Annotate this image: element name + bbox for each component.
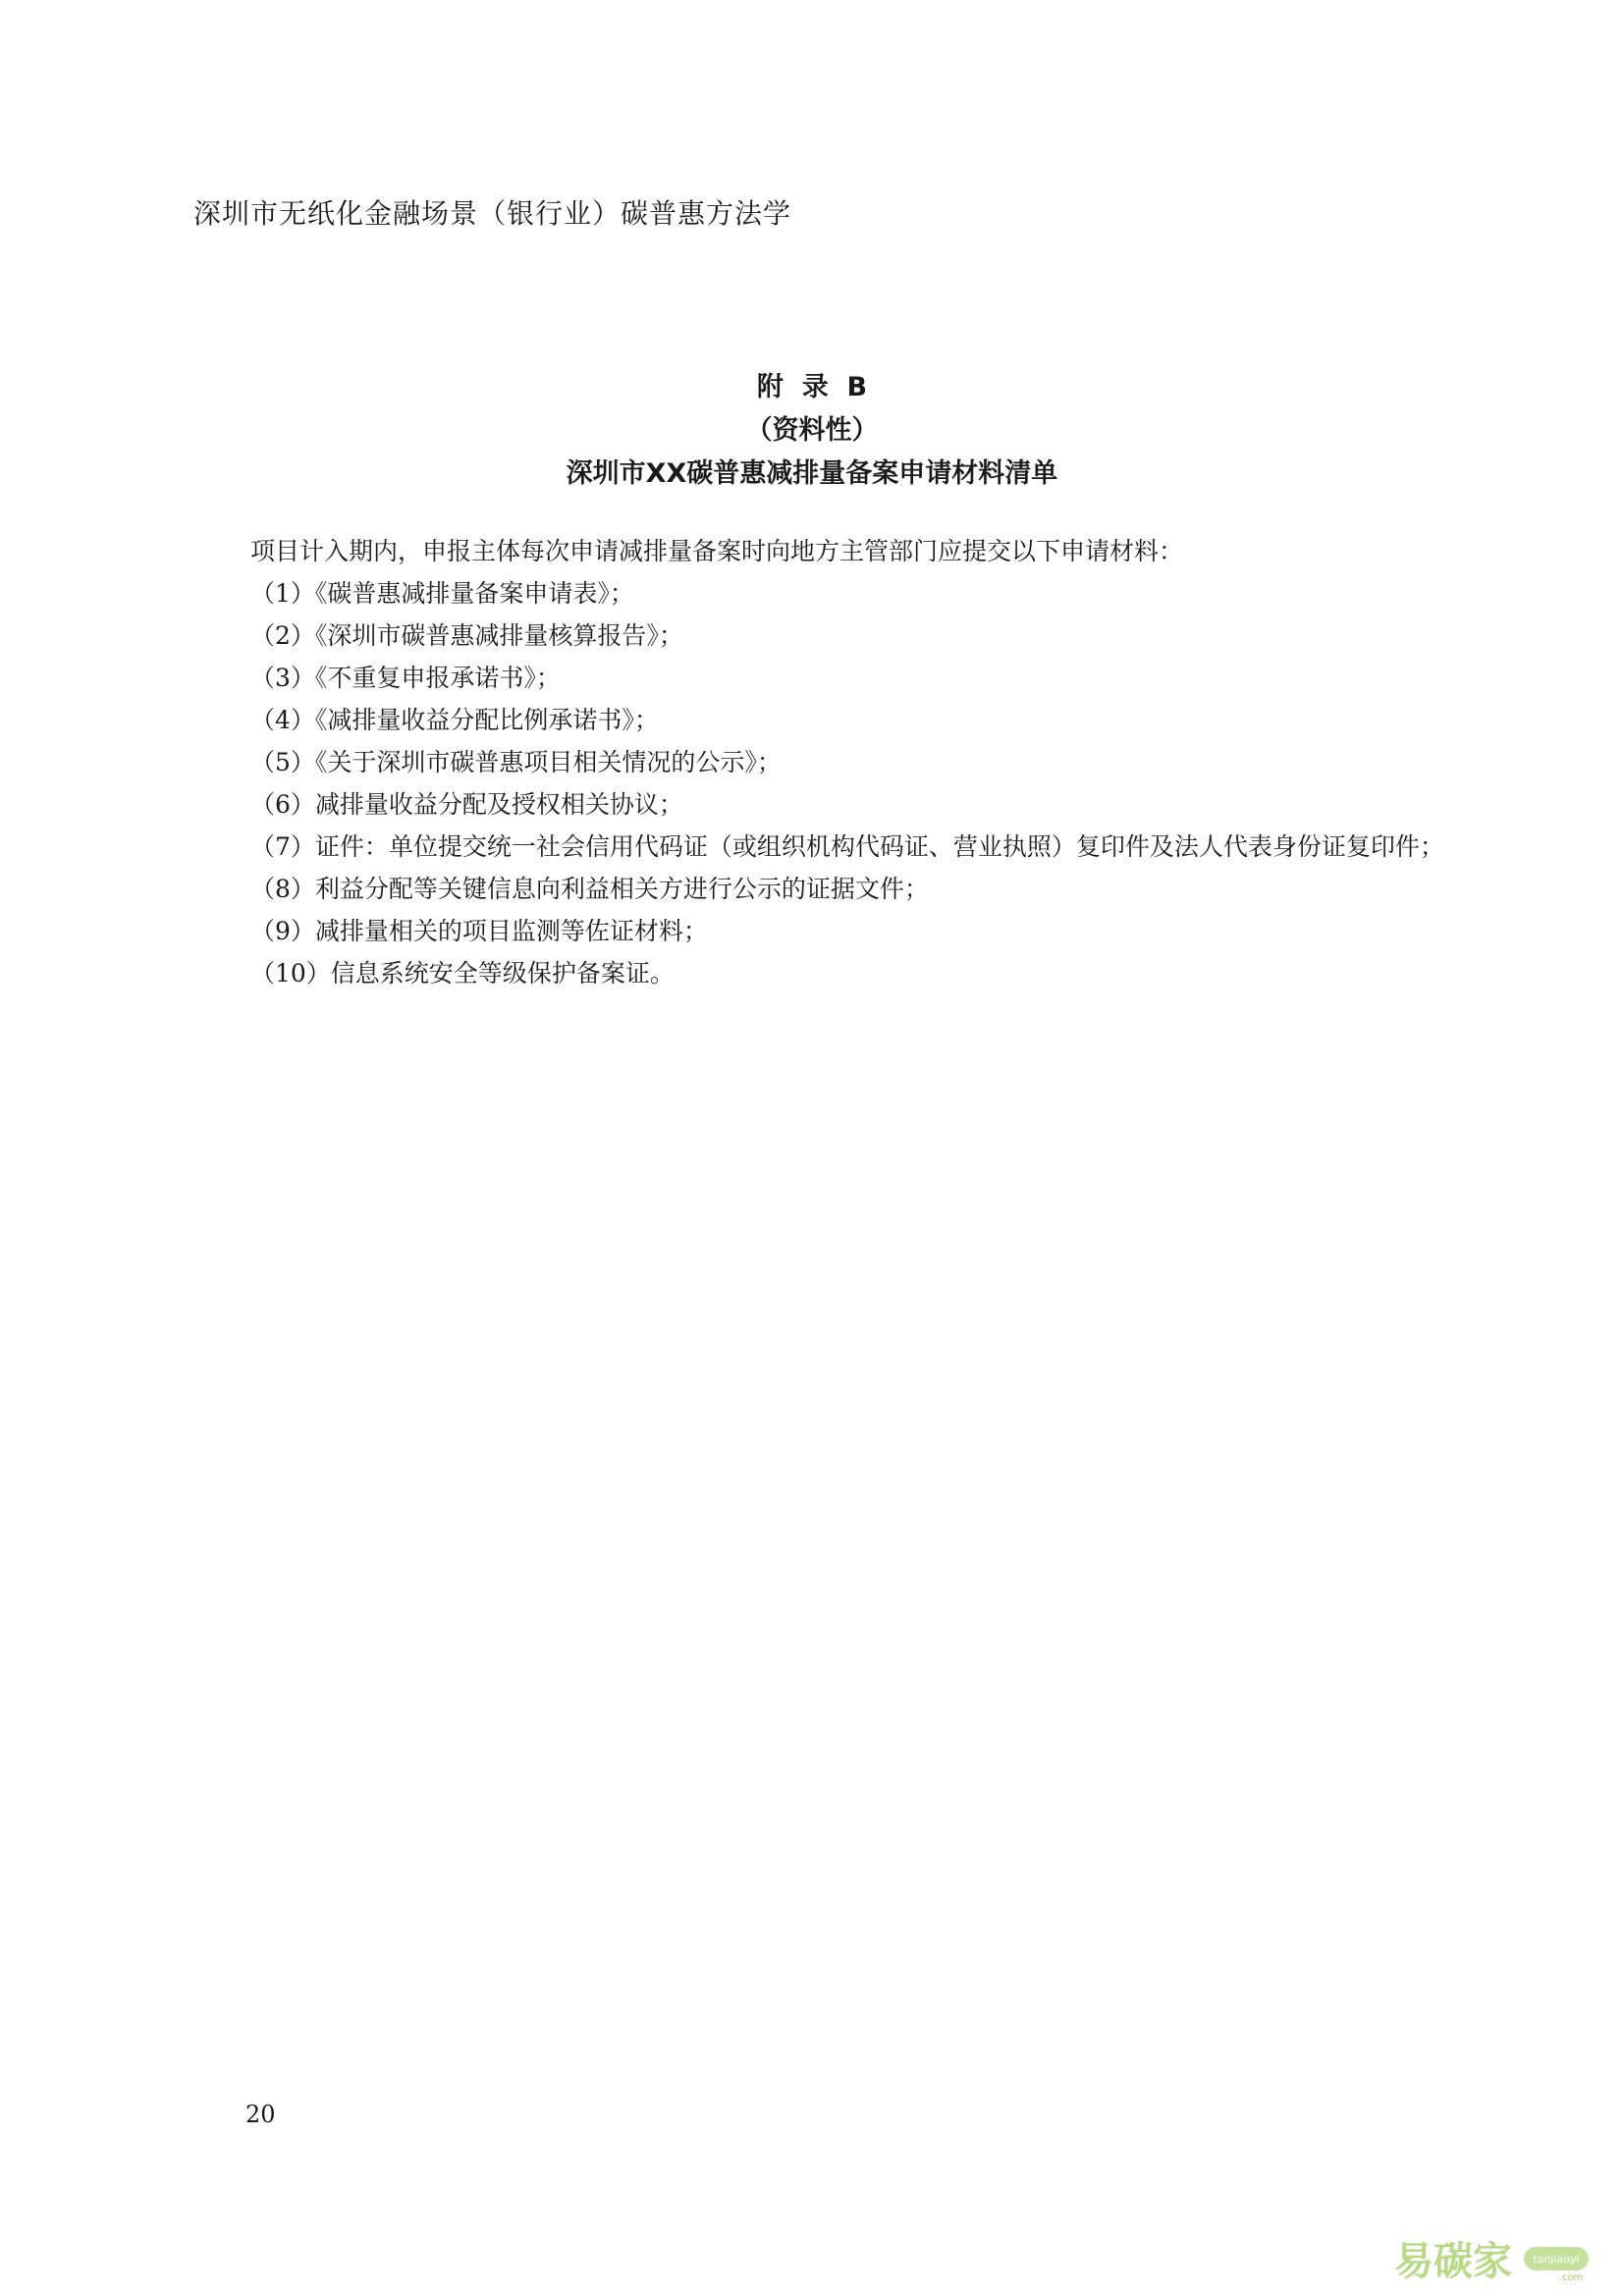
- list-item: （2）《深圳市碳普惠减排量核算报告》；: [250, 621, 683, 650]
- watermark-text: 易碳家: [1394, 2239, 1512, 2284]
- document-body: [193, 530, 1470, 994]
- watermark-svg: [1394, 2233, 1600, 2284]
- appendix-label: 附 录 B: [756, 372, 868, 402]
- list-item: （4）《减排量收益分配比例承诺书》；: [250, 706, 659, 734]
- list-item: （9）减排量相关的项目监测等佐证材料；: [250, 917, 708, 945]
- list-item: （8）利益分配等关键信息向利益相关方进行公示的证据文件；: [250, 875, 929, 903]
- list-item: （7）证件：单位提交统一社会信用代码证（或组织机构代码证、营业执照）复印件及法人代表身份证复印件；: [250, 832, 1444, 861]
- list-item: （10）信息系统安全等级保护备案证。: [250, 959, 675, 988]
- list-item: （1）《碳普惠减排量备案申请表》；: [250, 579, 634, 608]
- list-item: （6）减排量收益分配及授权相关协议；: [250, 790, 683, 819]
- watermark-logo: [1394, 2233, 1600, 2284]
- appendix-nature: （资料性）: [745, 415, 879, 446]
- watermark-tld: .com: [1558, 2272, 1584, 2283]
- appendix-title: 深圳市XX碳普惠减排量备案申请材料清单: [566, 458, 1058, 489]
- watermark-domain: tanjiaoyi: [1533, 2253, 1580, 2266]
- list-item: （3）《不重复申报承诺书》；: [250, 664, 561, 692]
- intro-paragraph: 项目计入期内，申报主体每次申请减排量备案时向地方主管部门应提交以下申请材料：: [250, 537, 1184, 565]
- list-item: （5）《关于深圳市碳普惠项目相关情况的公示》；: [250, 748, 782, 776]
- page-number: 20: [245, 2101, 276, 2128]
- document-header: 深圳市无纸化金融场景（银行业）碳普惠方法学: [193, 197, 792, 230]
